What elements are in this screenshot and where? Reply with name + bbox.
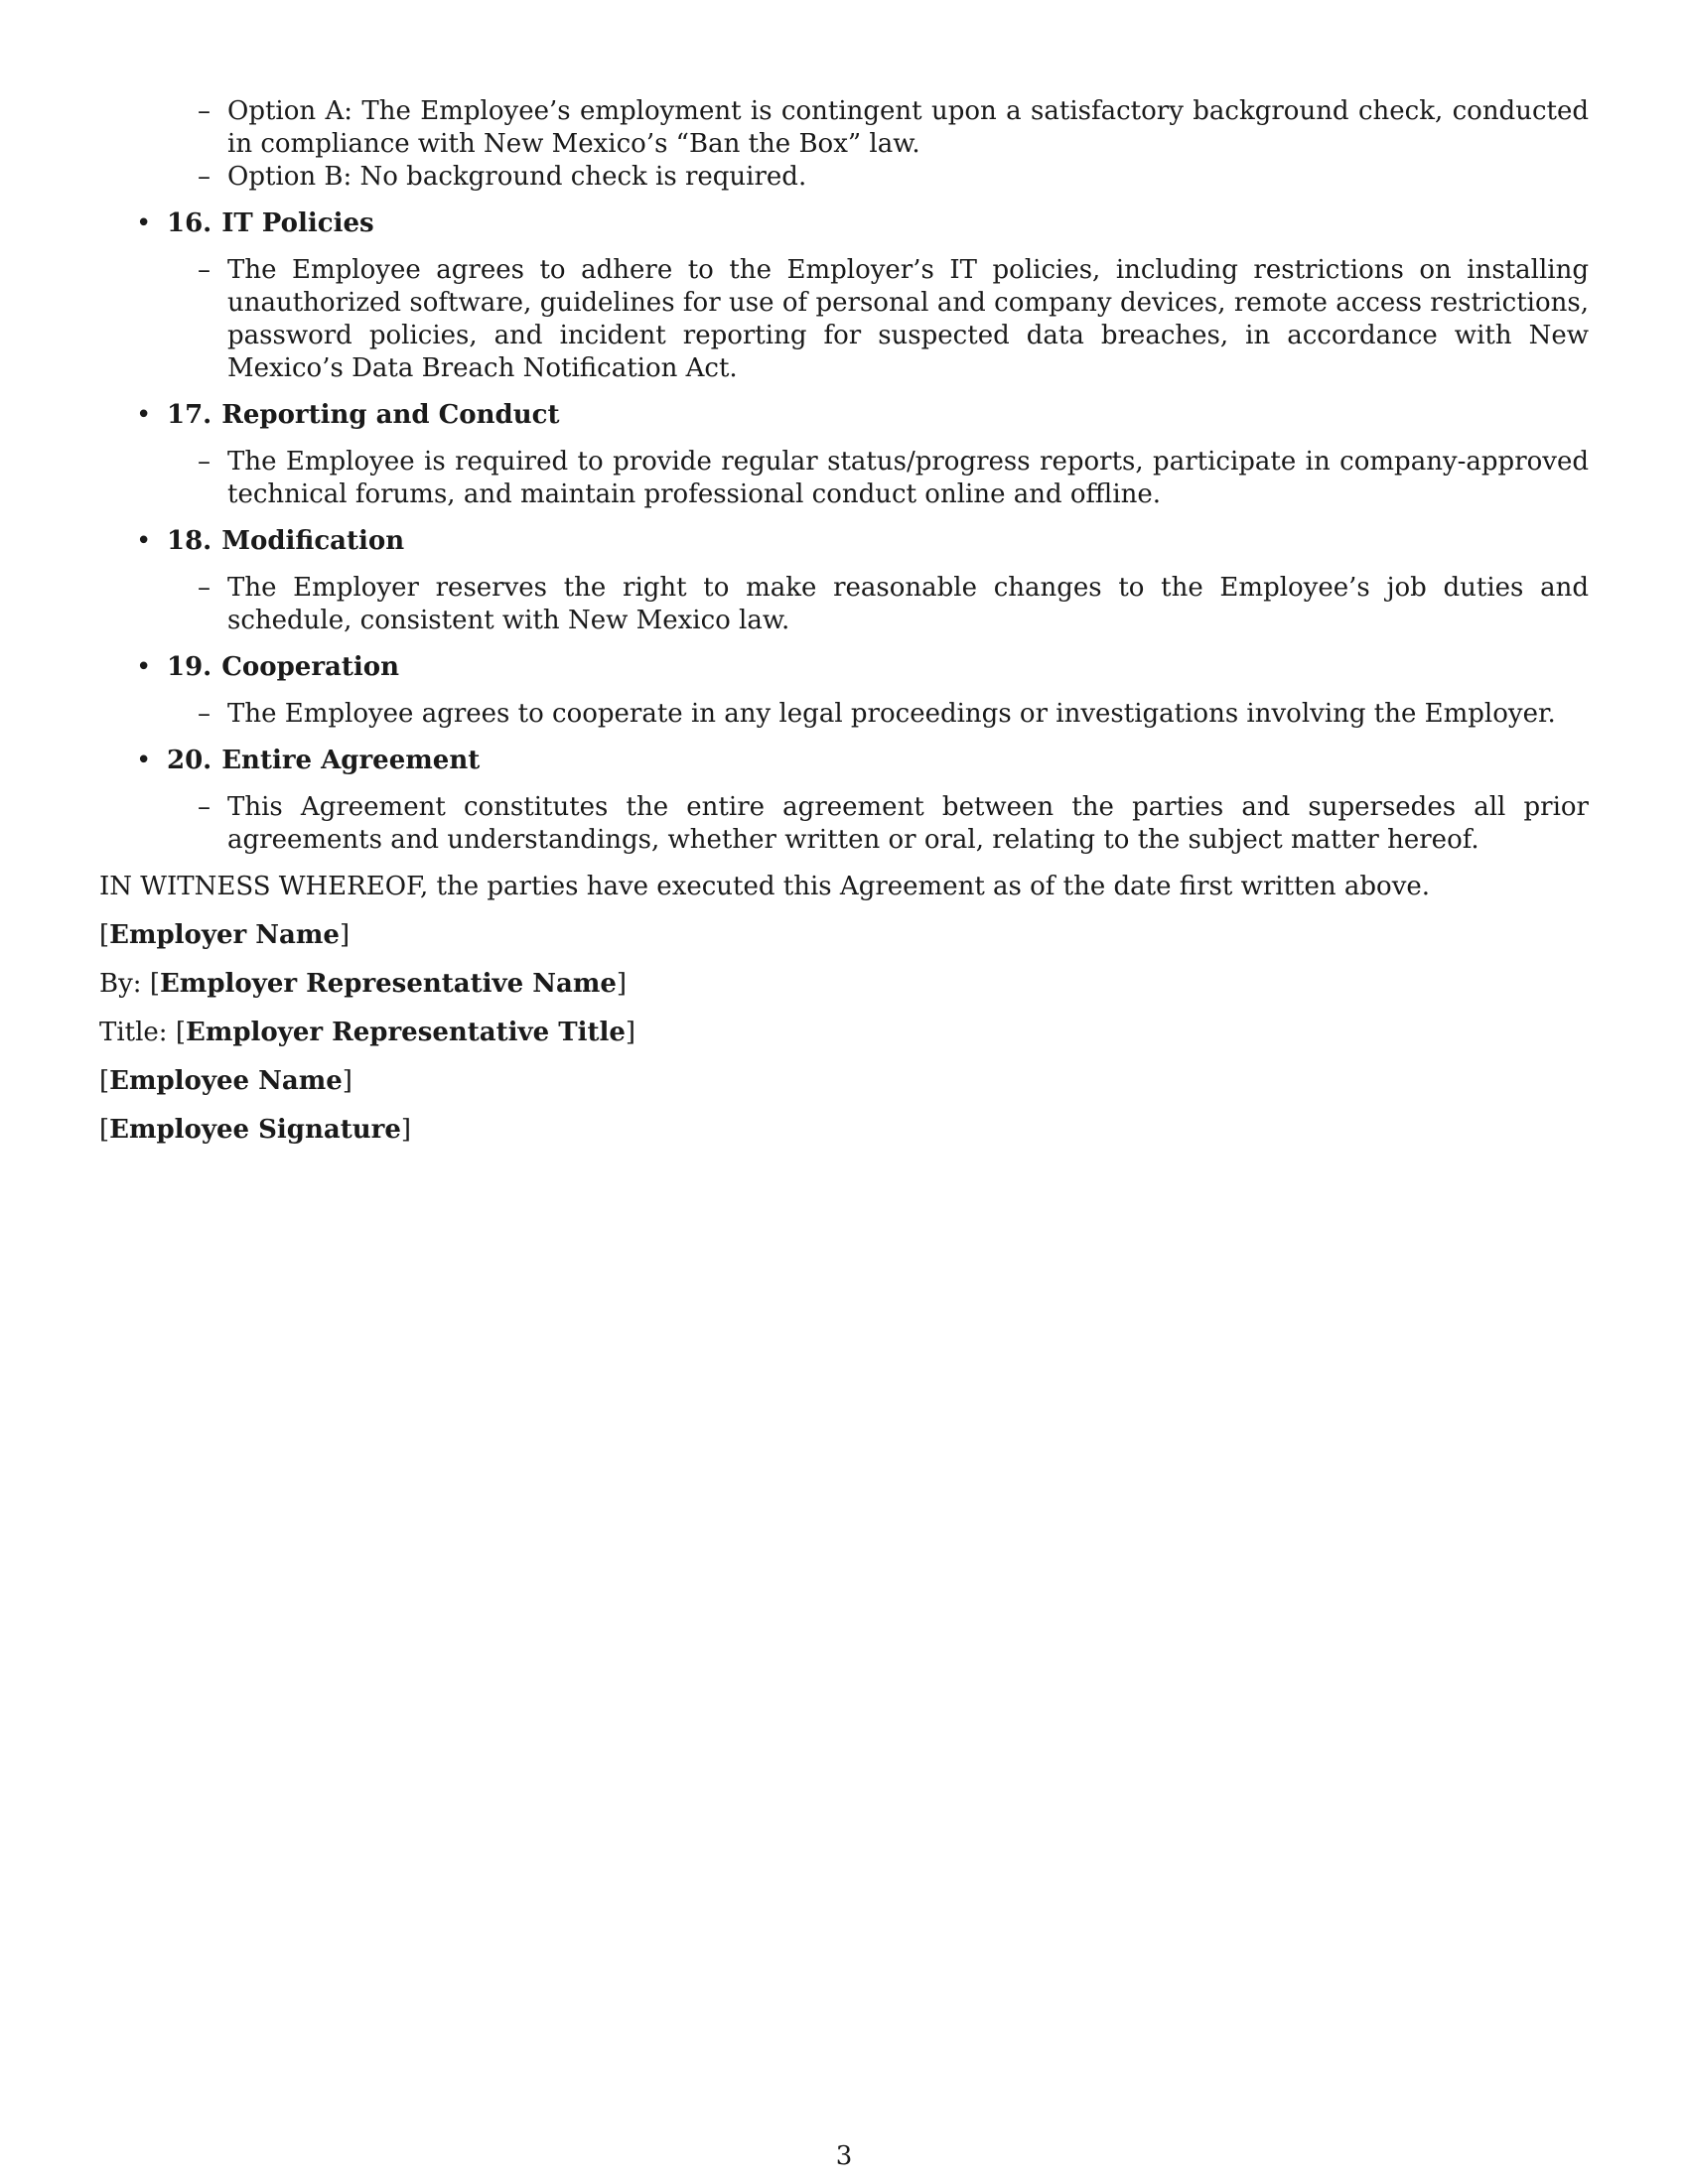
section-title: Entire Agreement <box>221 746 481 775</box>
employer-name: Employer Name <box>109 920 340 950</box>
option-a-text: Option A: The Employee’s employment is contingent upon a satisfactory background check, conducted in compliance with New Mexico’s “Ban the Box” law. <box>227 96 1589 159</box>
section-17 <box>99 399 1589 511</box>
section-item <box>99 698 1589 731</box>
bracket-open: [ <box>99 1115 110 1145</box>
bullet-marker: • <box>136 208 152 238</box>
bullet-marker: • <box>136 652 152 682</box>
dash-marker: – <box>198 573 211 603</box>
bracket-open: [ <box>175 1018 186 1047</box>
employee-name: Employee Name <box>109 1066 343 1096</box>
employer-rep-name-line <box>99 968 1589 1001</box>
section-title: Reporting and Conduct <box>221 400 560 430</box>
bracket-close: ] <box>625 1018 636 1047</box>
section-item-text: The Employee agrees to cooperate in any legal proceedings or investigations involving the Employer. <box>227 699 1556 729</box>
section-item <box>99 254 1589 385</box>
dash-marker: – <box>198 792 211 822</box>
employee-name-line <box>99 1065 1589 1098</box>
section-item-text: The Employer reserves the right to make reasonable changes to the Employee’s job duties and schedule, consistent with New Mexico law. <box>227 573 1589 635</box>
section-19 <box>99 651 1589 731</box>
section-number: 18. <box>167 526 212 556</box>
option-b-item <box>99 161 1589 194</box>
bracket-close: ] <box>616 969 628 999</box>
section-items <box>99 446 1589 511</box>
bracket-open: [ <box>99 920 110 950</box>
page-number: 3 <box>835 2141 853 2171</box>
section-title: Modification <box>221 526 405 556</box>
section-item-text: This Agreement constitutes the entire agreement between the parties and supersedes all prior agreements and understandings, whether written or oral, relating to the subject matter hereof. <box>227 792 1589 855</box>
section-16 <box>99 207 1589 385</box>
bracket-close: ] <box>400 1115 412 1145</box>
employer-name-line <box>99 919 1589 952</box>
background-check-options <box>99 95 1589 194</box>
section-item <box>99 572 1589 637</box>
bracket-close: ] <box>342 1066 352 1096</box>
section-items <box>99 254 1589 385</box>
bracket-open: [ <box>149 969 160 999</box>
document-page <box>99 95 1589 1147</box>
by-label: By: <box>99 969 142 999</box>
title-label: Title: <box>99 1018 168 1047</box>
section-heading <box>99 207 1589 240</box>
section-20 <box>99 745 1589 857</box>
dash-marker: – <box>198 447 211 477</box>
dash-marker: – <box>198 162 211 192</box>
section-number: 17. <box>167 400 212 430</box>
section-title: Cooperation <box>221 652 400 682</box>
section-items <box>99 791 1589 857</box>
section-number: 19. <box>167 652 212 682</box>
bullet-marker: • <box>136 746 152 775</box>
dash-marker: – <box>198 699 211 729</box>
dash-marker: – <box>198 96 211 126</box>
bullet-marker: • <box>136 526 152 556</box>
bracket-open: [ <box>99 1066 110 1096</box>
bracket-close: ] <box>339 920 351 950</box>
dash-marker: – <box>198 255 211 285</box>
employer-rep-title-line <box>99 1017 1589 1049</box>
employee-signature: Employee Signature <box>109 1115 401 1145</box>
option-b-text: Option B: No background check is required. <box>227 162 807 192</box>
bullet-marker: • <box>136 400 152 430</box>
employee-signature-line <box>99 1114 1589 1147</box>
witness-statement: IN WITNESS WHEREOF, the parties have executed this Agreement as of the date first written above. <box>99 872 1431 901</box>
option-a-item <box>99 95 1589 161</box>
section-heading <box>99 399 1589 432</box>
employer-rep-title: Employer Representative Title <box>186 1018 626 1047</box>
section-item-text: The Employee is required to provide regular status/progress reports, participate in company-approved technical forums, and maintain professional conduct online and offline. <box>227 447 1589 509</box>
section-items <box>99 698 1589 731</box>
section-heading <box>99 745 1589 777</box>
section-18 <box>99 525 1589 637</box>
section-items <box>99 572 1589 637</box>
section-number: 16. <box>167 208 212 238</box>
section-heading <box>99 525 1589 558</box>
section-number: 20. <box>167 746 212 775</box>
employer-rep-name: Employer Representative Name <box>159 969 617 999</box>
section-item <box>99 791 1589 857</box>
section-item-text: The Employee agrees to adhere to the Employer’s IT policies, including restrictions on installing unauthorized software, guidelines for use of personal and company devices, remote access restrictions, password policies, and incident reporting for suspected data breaches, in accordance with New Mexico’s Data Breach Notification Act. <box>227 255 1589 383</box>
section-title: IT Policies <box>221 208 374 238</box>
section-heading <box>99 651 1589 684</box>
section-item <box>99 446 1589 511</box>
